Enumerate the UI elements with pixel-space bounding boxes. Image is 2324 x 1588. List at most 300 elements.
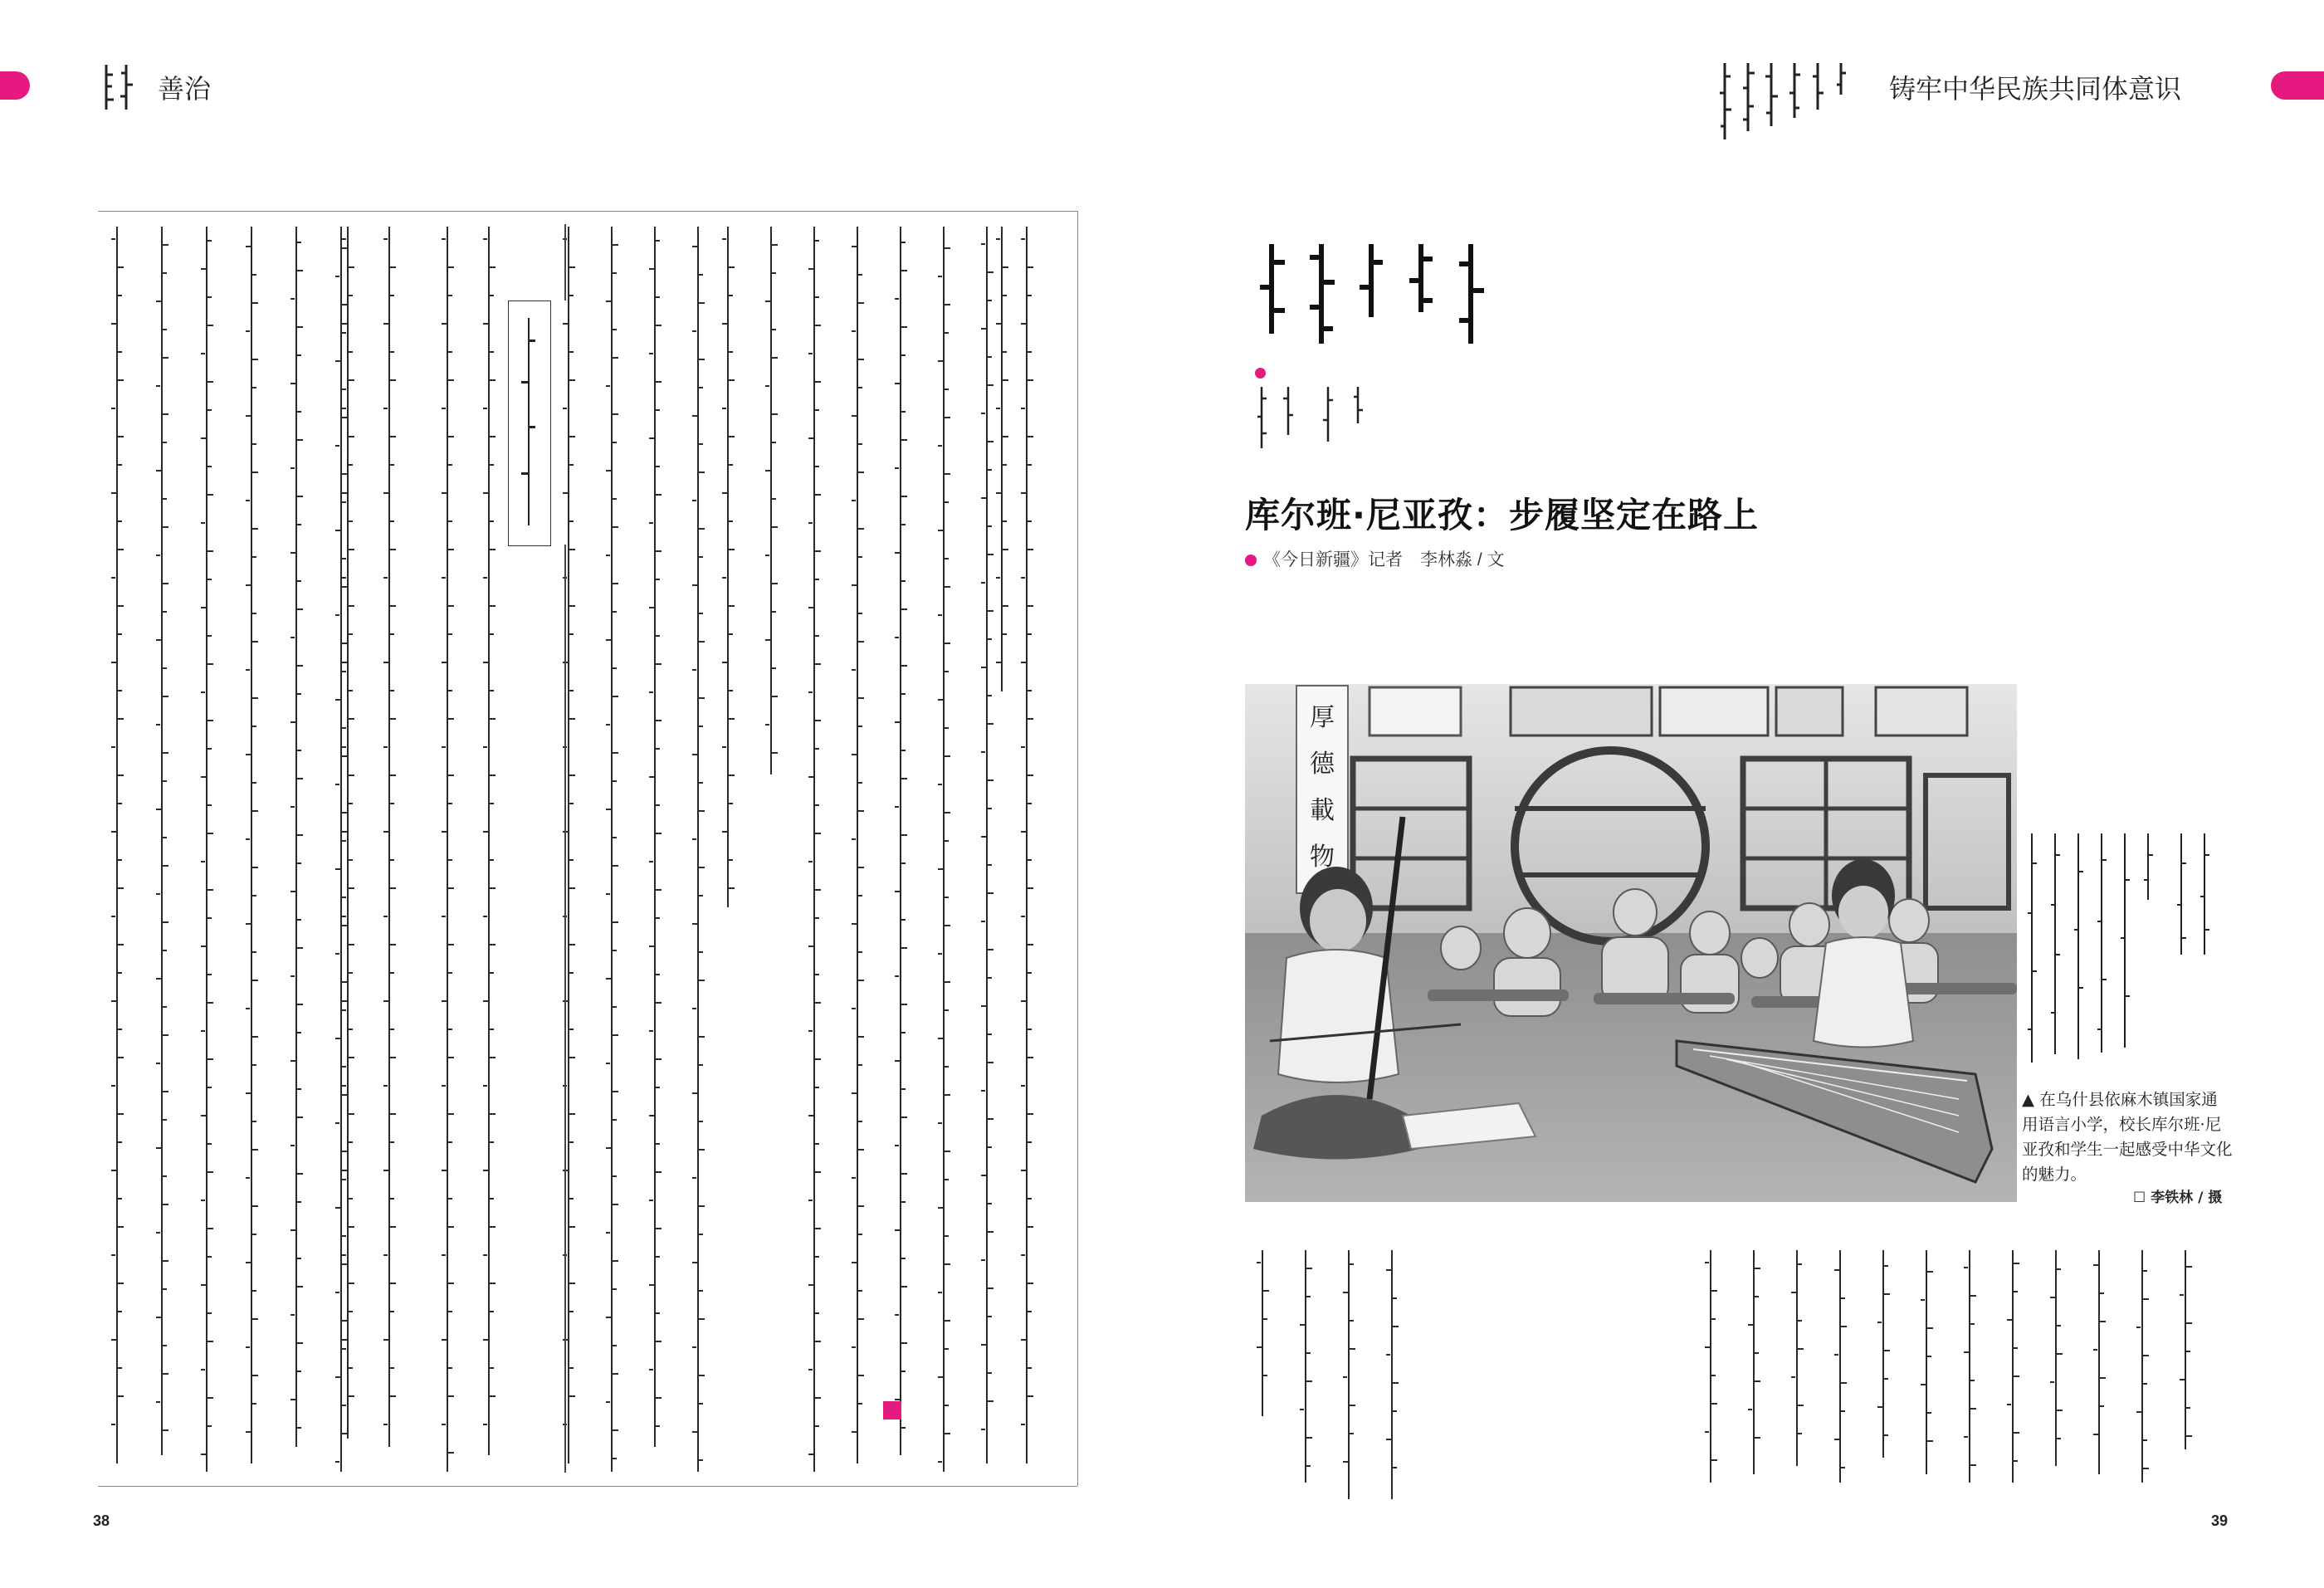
script-glyph-stroke [163,1288,167,1290]
script-glyph-stroke [335,530,341,531]
script-glyph-stroke [722,746,726,748]
script-glyph-stroke [569,1113,575,1115]
script-glyph-stroke [448,605,454,607]
script-glyph-stroke [383,408,388,409]
script-glyph-stroke [858,302,864,304]
script-glyph-stroke [1028,436,1033,437]
script-glyph-stroke [938,1122,942,1124]
script-glyph-stroke [156,1147,162,1149]
script-glyph-stroke [390,690,394,691]
script-glyph-stroke [1021,323,1027,325]
script-glyph-stroke [901,665,907,667]
script-glyph-stroke [613,1119,617,1121]
script-glyph-stroke [290,1399,296,1400]
script-glyph-stroke [252,1403,256,1405]
script-glyph-stroke [765,639,771,641]
script-glyph-stroke [613,244,618,246]
script-glyph-stroke [118,887,124,889]
script-glyph-stroke [613,1373,618,1375]
script-glyph-stroke [448,1141,452,1143]
script-glyph-stroke [335,868,341,870]
script-glyph-stroke [569,718,575,720]
script-glyph-stroke [988,808,992,809]
article-photo [1245,684,2017,1202]
left-header-script-glyphs [98,63,148,113]
script-glyph-stroke [208,663,213,665]
script-glyph-stroke [448,464,452,466]
script-text-column [1305,1250,1306,1483]
script-glyph-stroke [201,691,205,693]
script-glyph-stroke [118,774,124,776]
script-glyph-stroke [342,1009,346,1011]
script-glyph-stroke [342,831,348,833]
script-glyph-stroke [118,1283,124,1284]
script-glyph-stroke [699,443,703,445]
script-glyph-stroke [1028,266,1033,268]
script-glyph-stroke [729,774,735,776]
script-glyph-stroke [649,861,653,862]
script-glyph-stroke [252,359,258,360]
script-glyph-stroke [613,357,618,359]
script-glyph-stroke [490,972,494,974]
script-glyph-stroke [390,1226,396,1228]
script-glyph-stroke [1021,1254,1025,1256]
script-glyph-stroke [772,357,778,359]
script-glyph-stroke [981,413,985,414]
script-glyph-stroke [815,1058,821,1060]
script-glyph-stroke [722,408,726,409]
script-glyph-stroke [483,1424,487,1425]
script-glyph-stroke [118,520,122,522]
script-glyph-stroke [699,613,703,614]
script-glyph-stroke [613,780,617,782]
script-glyph-stroke [945,1094,950,1096]
script-glyph-stroke [981,1259,985,1261]
script-text-column [1839,1250,1841,1483]
script-glyph-stroke [252,1121,256,1122]
script-glyph-stroke [858,782,862,784]
script-glyph-stroke [163,357,168,359]
script-glyph-stroke [252,1064,256,1066]
script-glyph-stroke [390,464,394,466]
script-glyph-stroke [656,1397,662,1399]
script-glyph-stroke [1711,1375,1716,1376]
script-glyph-stroke [448,549,454,550]
script-glyph-stroke [349,1057,354,1058]
script-glyph-stroke [858,556,862,558]
script-glyph-stroke [335,1038,341,1039]
script-glyph-stroke [1841,1382,1847,1384]
script-glyph-stroke [118,351,122,353]
script-glyph-stroke [656,974,660,975]
script-glyph-stroke [297,693,301,695]
script-glyph-stroke [297,242,301,243]
script-glyph-stroke [569,520,574,522]
script-glyph-stroke [201,1454,207,1455]
script-glyph-stroke [815,466,819,467]
script-glyph-stroke [901,1088,906,1090]
script-glyph-stroke [246,1431,251,1433]
script-glyph-stroke [2136,1327,2141,1328]
script-glyph-stroke [852,1262,857,1263]
script-glyph-stroke [901,693,906,695]
script-glyph-stroke [613,498,617,500]
script-glyph-stroke [208,1312,212,1314]
script-glyph-stroke [858,980,864,981]
script-glyph-stroke [163,1034,168,1036]
script-glyph-stroke [335,1207,341,1209]
script-glyph-stroke [1021,1170,1027,1171]
script-glyph-stroke [448,295,452,296]
script-glyph-stroke [246,584,251,586]
script-glyph-stroke [390,859,394,861]
script-glyph-stroke [569,1198,574,1200]
script-glyph-stroke [349,266,354,268]
script-glyph-stroke [490,1198,494,1200]
script-glyph-stroke [2014,1291,2018,1292]
script-glyph-stroke [858,359,864,360]
script-glyph-stroke [349,718,354,720]
script-glyph-stroke [201,861,205,862]
script-glyph-stroke [1798,1433,1802,1434]
script-glyph-stroke [1028,1226,1033,1228]
script-glyph-stroke [569,633,574,635]
script-glyph-stroke [252,895,256,897]
script-glyph-stroke [945,643,950,644]
script-glyph-stroke [297,411,301,413]
script-glyph-stroke [342,662,348,663]
script-glyph-stroke [1028,549,1033,550]
script-glyph-stroke [335,445,339,447]
script-glyph-stroke [383,577,388,579]
script-glyph-stroke [290,637,295,638]
right-accent-pill [2271,71,2324,100]
script-glyph-stroke [342,1179,346,1180]
script-glyph-stroke [1263,1318,1267,1320]
script-glyph-stroke [981,1344,987,1346]
script-glyph-stroke [858,274,862,276]
script-glyph-stroke [1028,379,1033,381]
script-glyph-stroke [2180,1379,2185,1380]
script-glyph-stroke [765,470,771,472]
script-glyph-stroke [448,774,454,776]
script-glyph-stroke [1386,1269,1392,1271]
script-glyph-stroke [988,384,994,386]
script-glyph-stroke [613,696,618,697]
script-text-column [2141,1250,2143,1483]
script-glyph-stroke [815,974,819,975]
script-glyph-stroke [692,1008,696,1009]
script-glyph-stroke [808,353,813,354]
script-glyph-stroke [163,1006,167,1008]
script-glyph-stroke [692,754,698,755]
script-glyph-stroke [945,1066,949,1068]
script-glyph-stroke [442,1254,446,1256]
script-glyph-stroke [208,296,212,298]
script-glyph-stroke [335,699,341,701]
script-glyph-stroke [390,718,396,720]
script-glyph-stroke [772,667,776,669]
script-glyph-stroke [252,302,258,304]
script-glyph-stroke [858,895,862,897]
script-glyph-stroke [390,1367,394,1369]
script-glyph-stroke [613,865,618,867]
script-glyph-stroke [111,1000,117,1002]
script-glyph-stroke [815,240,819,242]
script-glyph-stroke [988,1231,994,1233]
script-glyph-stroke [938,530,944,531]
script-glyph-stroke [649,607,655,608]
script-glyph-stroke [201,945,207,947]
script-glyph-stroke [613,329,617,330]
script-glyph-stroke [163,1119,167,1121]
script-glyph-stroke [945,304,950,305]
script-glyph-stroke [1970,1408,1976,1410]
script-glyph-stroke [815,550,821,552]
script-glyph-stroke [901,580,906,582]
script-glyph-stroke [349,803,353,804]
script-glyph-stroke [1705,1346,1711,1348]
script-glyph-stroke [163,752,168,754]
script-glyph-stroke [988,892,994,894]
script-glyph-stroke [118,1113,124,1115]
script-glyph-stroke [1300,1324,1306,1326]
script-glyph-stroke [938,868,944,870]
script-glyph-stroke [118,690,122,691]
script-glyph-stroke [945,1348,949,1350]
script-glyph-stroke [390,1283,396,1284]
script-glyph-stroke [1970,1464,1976,1466]
script-glyph-stroke [442,662,447,663]
script-glyph-stroke [901,778,907,779]
script-glyph-stroke [448,1367,452,1369]
script-glyph-stroke [981,836,987,838]
script-glyph-stroke [246,1092,251,1094]
script-glyph-stroke [606,1147,612,1149]
article-byline [1245,546,1505,571]
script-glyph-stroke [945,897,949,898]
script-glyph-stroke [111,1339,117,1341]
script-glyph-stroke [2007,1319,2013,1321]
script-glyph-stroke [815,1087,819,1088]
script-glyph-stroke [252,810,258,812]
classroom-photo-illustration [1245,684,2017,1202]
script-glyph-stroke [699,387,703,388]
script-glyph-stroke [852,1177,856,1179]
script-glyph-stroke [729,351,733,353]
script-glyph-stroke [808,1200,813,1201]
script-glyph-stroke [901,1004,907,1005]
script-glyph-stroke [945,925,950,926]
script-glyph-stroke [1028,1367,1032,1369]
script-glyph-stroke [1748,1324,1754,1326]
script-glyph-stroke [852,584,857,586]
script-glyph-stroke [349,1029,353,1030]
script-glyph-stroke [1003,520,1007,522]
script-glyph-stroke [490,1283,496,1284]
script-glyph-stroke [1877,1322,1882,1323]
script-glyph-stroke [442,1339,447,1341]
script-glyph-stroke [490,774,496,776]
script-glyph-stroke [1028,464,1032,466]
script-glyph-stroke [349,944,354,945]
script-glyph-stroke [895,975,899,977]
script-glyph-stroke [118,549,124,550]
script-text-column [340,227,342,1472]
script-glyph-stroke [606,1232,610,1234]
script-glyph-stroke [815,1425,819,1427]
script-glyph-stroke [390,549,396,550]
script-glyph-stroke [442,238,446,240]
left-page-number: 38 [93,1512,110,1529]
script-glyph-stroke [290,1229,296,1231]
script-glyph-stroke [442,1000,447,1002]
callout-vertical-rule-top [564,224,566,300]
script-glyph-stroke [852,1431,857,1433]
script-glyph-stroke [448,690,452,691]
script-glyph-stroke [729,464,733,466]
script-glyph-stroke [729,718,735,720]
script-glyph-stroke [448,972,452,974]
script-glyph-stroke [290,298,295,300]
script-glyph-stroke [390,803,394,804]
script-glyph-stroke [490,520,494,522]
script-glyph-stroke [692,500,696,501]
script-glyph-stroke [1003,605,1008,607]
script-glyph-stroke [349,520,353,522]
script-glyph-stroke [208,466,212,467]
script-glyph-stroke [699,1234,703,1235]
script-glyph-stroke [569,774,575,776]
right-header-script-glyphs [1716,60,1882,143]
script-glyph-stroke [342,323,348,325]
script-glyph-stroke [815,635,819,637]
script-glyph-stroke [938,445,942,447]
script-glyph-stroke [1028,972,1032,974]
script-glyph-stroke [808,1115,814,1116]
script-glyph-stroke [383,746,388,748]
script-glyph-stroke [383,1085,388,1087]
script-glyph-stroke [1791,1292,1797,1293]
script-glyph-stroke [297,1032,301,1033]
script-glyph-stroke [938,1376,944,1378]
script-glyph-stroke [945,501,949,503]
script-glyph-stroke [988,1062,994,1063]
script-glyph-stroke [996,323,1002,325]
script-glyph-stroke [490,718,496,720]
script-glyph-stroke [163,1345,167,1346]
script-glyph-stroke [442,323,447,325]
script-glyph-stroke [938,1461,942,1463]
script-glyph-stroke [772,272,776,274]
script-text-column [857,227,858,1463]
script-glyph-stroke [2143,1298,2149,1300]
script-glyph-stroke [656,240,660,242]
script-glyph-stroke [342,671,346,672]
script-text-column [770,227,772,774]
script-glyph-stroke [569,295,574,296]
script-glyph-stroke [895,637,899,638]
script-glyph-stroke [765,300,771,302]
script-glyph-stroke [808,776,814,778]
script-glyph-stroke [118,1367,122,1369]
script-text-column [2012,1250,2014,1483]
script-glyph-stroke [208,1397,213,1399]
script-glyph-stroke [699,895,703,897]
script-glyph-stroke [1791,1376,1795,1378]
script-glyph-stroke [901,947,907,949]
script-glyph-stroke [858,1318,864,1320]
script-glyph-stroke [1028,1029,1032,1030]
script-glyph-stroke [1306,1437,1312,1439]
script-glyph-stroke [772,583,778,584]
script-glyph-stroke [349,295,353,296]
mongolian-byline-dot [1255,368,1266,379]
script-glyph-stroke [1300,1409,1304,1410]
script-glyph-stroke [335,1461,339,1463]
script-glyph-stroke [858,387,862,388]
script-glyph-stroke [1841,1467,1845,1468]
script-glyph-stroke [988,864,992,866]
script-glyph-stroke [692,1262,698,1263]
script-glyph-stroke [163,1429,168,1431]
script-glyph-stroke [613,1006,617,1008]
script-glyph-stroke [772,329,776,330]
script-glyph-stroke [945,1151,950,1152]
script-glyph-stroke [201,1115,207,1116]
script-glyph-stroke [1350,1320,1354,1322]
script-glyph-stroke [390,605,396,607]
script-text-column [2185,1250,2186,1449]
script-glyph-stroke [945,473,950,475]
script-glyph-stroke [656,1143,660,1145]
script-glyph-stroke [815,494,821,496]
script-glyph-stroke [1834,1439,1840,1440]
script-glyph-stroke [163,413,168,415]
script-glyph-stroke [297,1173,303,1175]
script-glyph-stroke [1343,1461,1349,1463]
script-glyph-stroke [448,887,454,889]
script-glyph-stroke [252,528,258,530]
script-glyph-stroke [1021,577,1025,579]
script-glyph-stroke [349,1226,354,1228]
script-glyph-stroke [1021,408,1025,409]
script-glyph-stroke [1711,1403,1717,1405]
script-glyph-stroke [988,695,992,696]
script-glyph-stroke [383,492,389,494]
script-glyph-stroke [442,1424,446,1425]
script-glyph-stroke [349,549,354,550]
script-glyph-stroke [656,579,660,580]
script-glyph-stroke [815,833,821,834]
script-glyph-stroke [1705,1431,1709,1433]
script-glyph-stroke [606,893,610,895]
script-glyph-stroke [490,1113,496,1115]
script-glyph-stroke [606,1401,610,1403]
script-glyph-stroke [772,244,778,246]
script-text-column [943,227,945,1472]
script-glyph-stroke [981,667,987,668]
script-glyph-stroke [163,1091,168,1092]
script-glyph-stroke [772,611,776,613]
script-glyph-stroke [1393,1326,1399,1327]
script-glyph-stroke [118,295,122,296]
script-glyph-stroke [938,360,944,362]
script-glyph-stroke [208,240,212,242]
script-glyph-stroke [988,356,992,358]
script-glyph-stroke [349,1283,354,1284]
script-glyph-stroke [563,492,569,494]
